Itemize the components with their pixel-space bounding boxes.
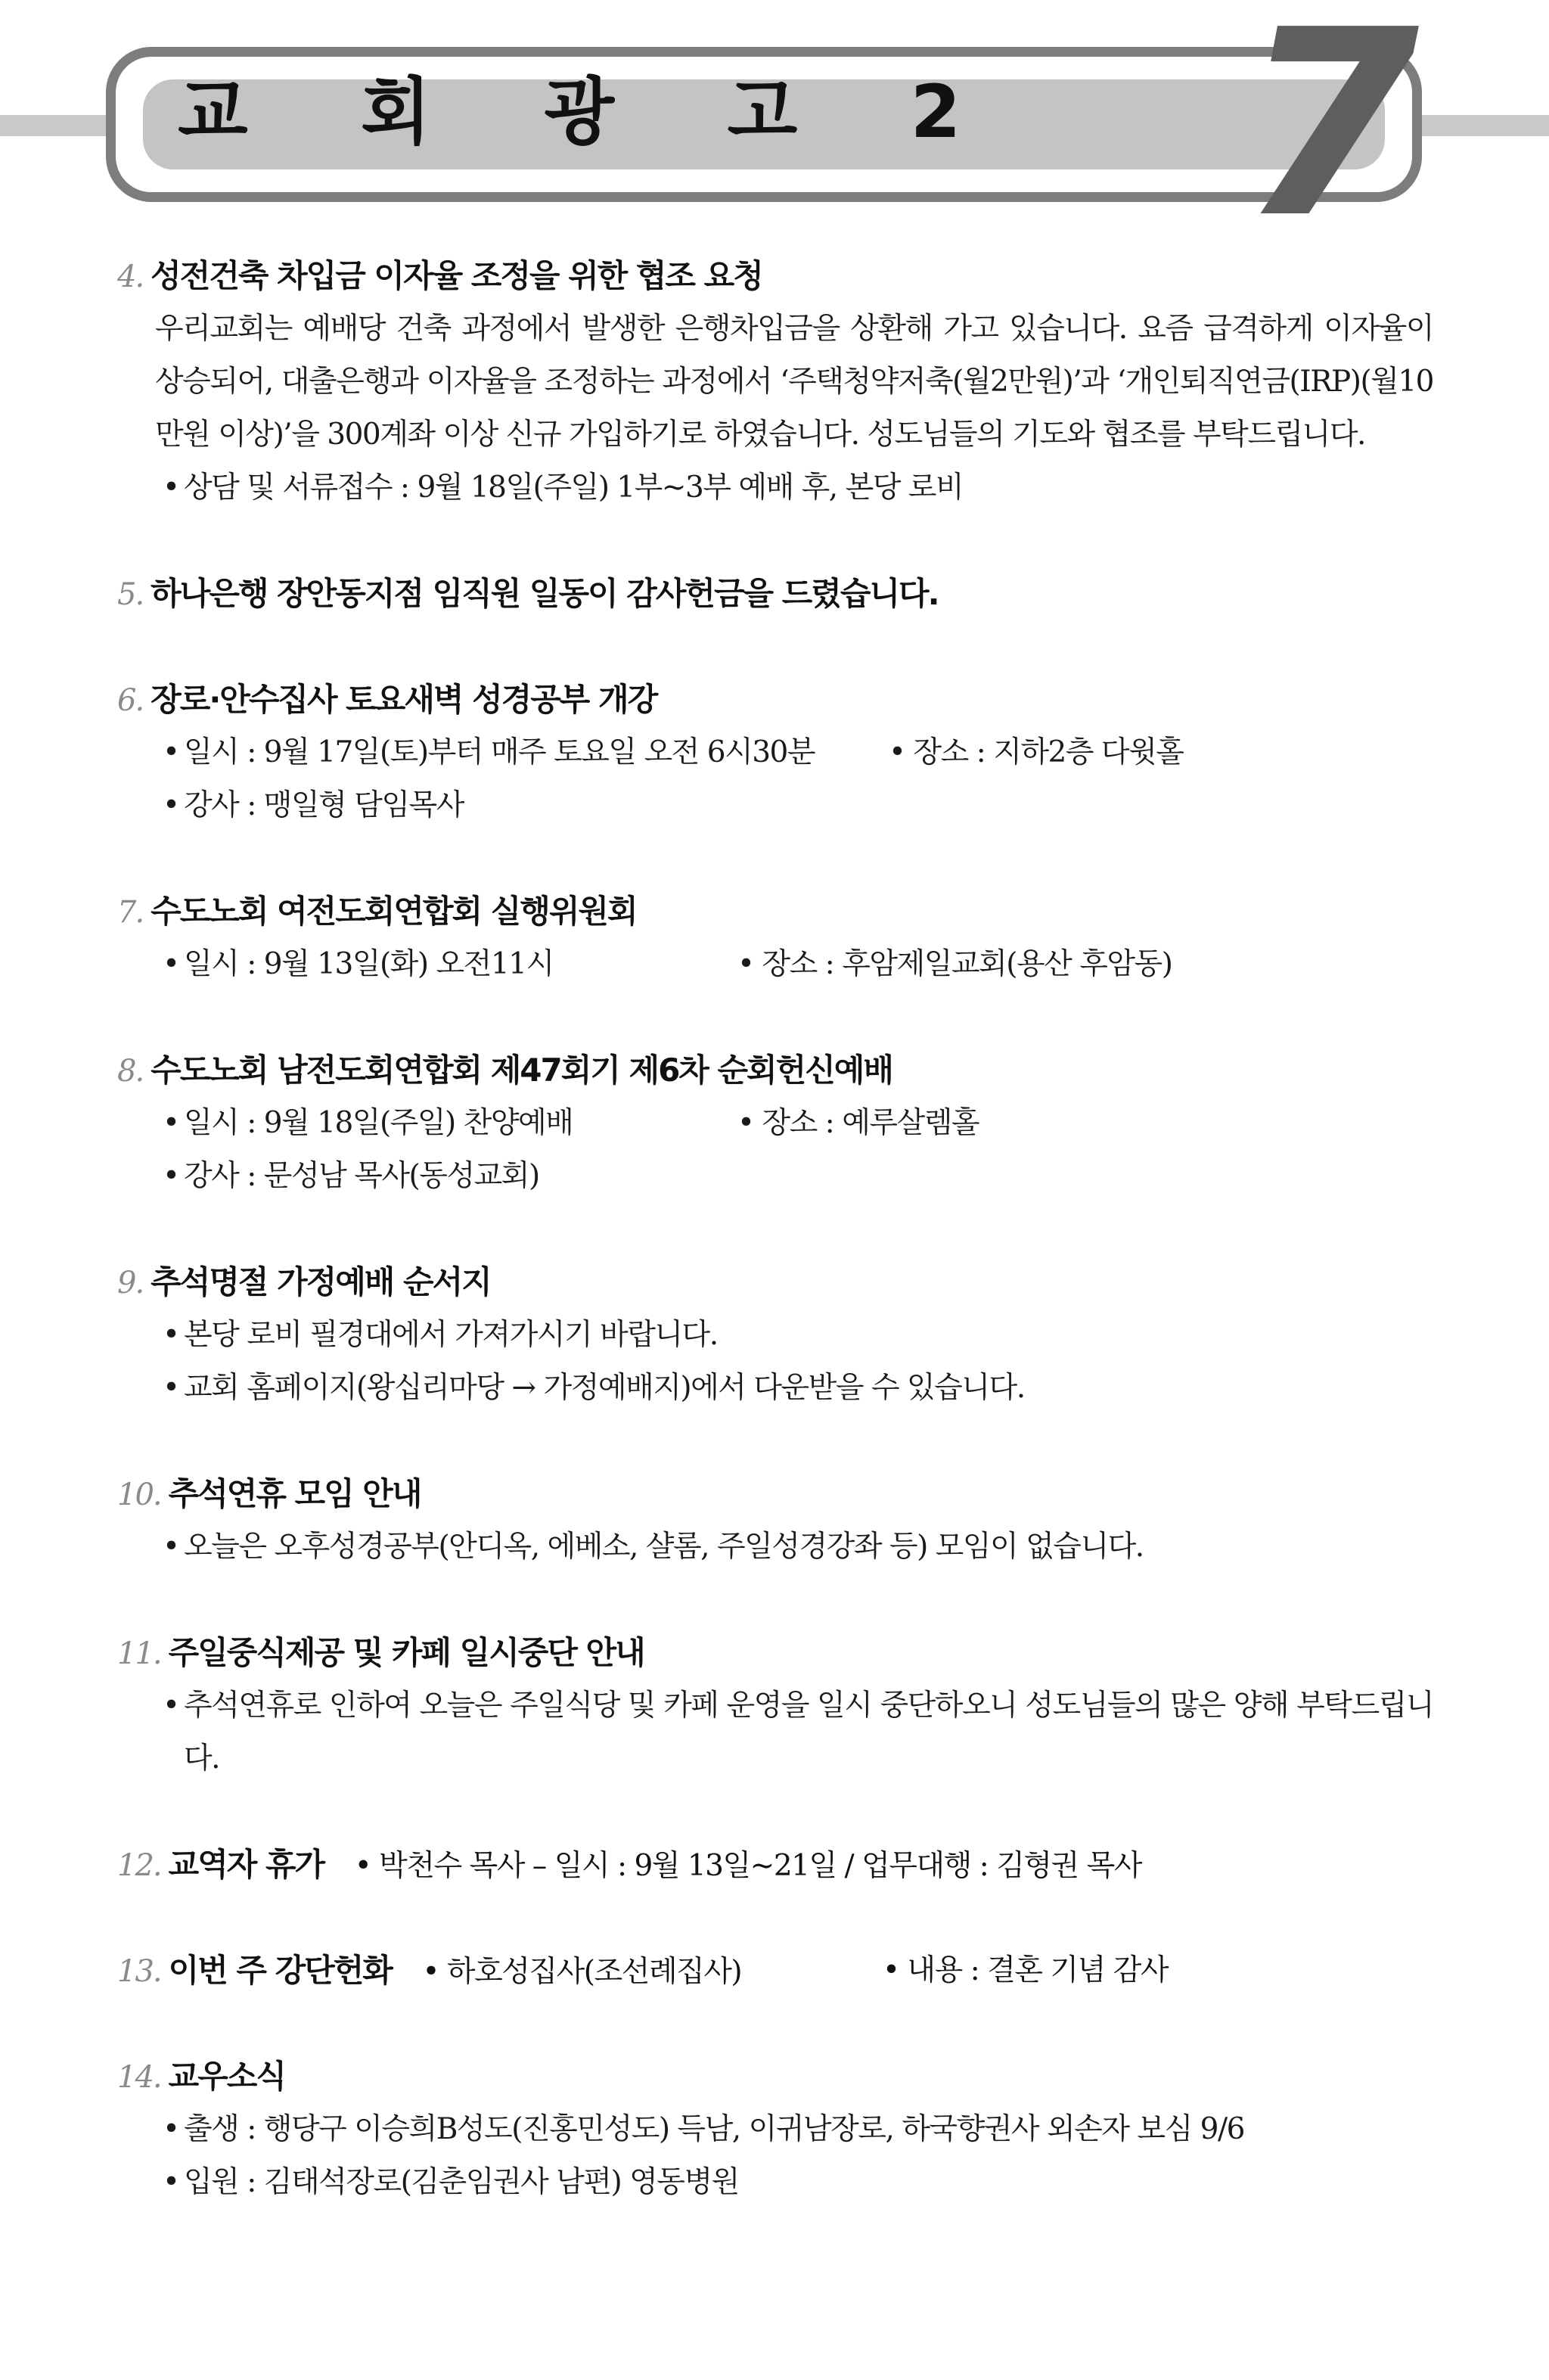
bullet-item: • 일시 : 9월 17일(토)부터 매주 토요일 오전 6시30분 • 장소 : 지하2층 다윗홀 — [117, 726, 1433, 779]
bullet-item-secondary: • 장소 : 지하2층 다윗홀 — [889, 735, 1184, 769]
announcement-title: 교역자 휴가 — [168, 1846, 324, 1883]
bullet-item: • 일시 : 9월 13일(화) 오전11시 • 장소 : 후암제일교회(용산 후암동) — [117, 938, 1433, 991]
bullet-item: • 일시 : 9월 18일(주일) 찬양예배 • 장소 : 예루살렘홀 — [117, 1097, 1433, 1150]
announcement-9 — [117, 1256, 1433, 1415]
inline-bullet-secondary: • 내용 : 결혼 기념 감사 — [883, 1953, 1169, 1987]
announcement-13 — [117, 1944, 1433, 1997]
bullet-item: • 추석연휴로 인하여 오늘은 주일식당 및 카페 운영을 일시 중단하오니 성도님들의 많은 양해 부탁드립니다. — [163, 1689, 1433, 1776]
announcement-heading — [117, 2050, 1433, 2103]
bullet-item: • 입원 : 김태석장로(김춘임권사 남편) 영동병원 — [163, 2165, 739, 2199]
announcement-list — [117, 250, 1433, 2209]
announcement-title: 장로·안수집사 토요새벽 성경공부 개강 — [151, 681, 657, 718]
bullet-item-secondary: • 장소 : 예루살렘홀 — [737, 1106, 979, 1140]
announcement-5 — [117, 567, 1433, 620]
announcement-title: 교우소식 — [168, 2058, 285, 2095]
announcement-title: 하나은행 장안동지점 임직원 일동이 감사헌금을 드렸습니다. — [151, 575, 939, 612]
announcement-number: 6. — [117, 683, 144, 718]
bullet-item: • 출생 : 행당구 이승희B성도(진홍민성도) 득남, 이귀남장로, 하국향권사 외손자 보심 9/6 — [163, 2112, 1244, 2146]
announcement-title: 추석연휴 모임 안내 — [168, 1475, 421, 1512]
announcement-heading — [117, 250, 1433, 303]
announcement-heading — [117, 1468, 1433, 1521]
bullet-item: • 교회 홈페이지(왕십리마당 → 가정예배지)에서 다운받을 수 있습니다. — [163, 1371, 1025, 1405]
announcement-number: 12. — [117, 1848, 161, 1883]
announcement-title: 수도노회 여전도회연합회 실행위원회 — [151, 893, 637, 930]
header-rule-right — [1422, 115, 1549, 136]
announcement-heading — [117, 1838, 1433, 1891]
announcement-title: 성전건축 차입금 이자율 조정을 위한 협조 요청 — [151, 257, 762, 294]
announcement-number: 9. — [117, 1266, 144, 1300]
announcement-6 — [117, 673, 1433, 832]
announcement-heading — [117, 1944, 1433, 1997]
announcement-heading — [117, 567, 1433, 620]
announcement-4 — [117, 250, 1433, 514]
announcement-14 — [117, 2050, 1433, 2209]
announcement-heading — [117, 1044, 1433, 1097]
announcement-number: 8. — [117, 1054, 144, 1089]
announcement-body: 우리교회는 예배당 건축 과정에서 발생한 은행차입금을 상환해 가고 있습니다. 요즘 급격하게 이자율이 상승되어, 대출은행과 이자율을 조정하는 과정에서 ‘주택청약저축(월2만원)’과 ‘개인퇴직연금(IRP)(월10만원 이상)’을 300계좌 이상 신규 가입하기로 하였습니다. 성도님들의 기도와 협조를 부탁드립니다. — [155, 312, 1433, 452]
page-number: 7 — [1240, 0, 1420, 275]
bullet-item: • 강사 : 맹일형 담임목사 — [163, 788, 464, 822]
announcement-title: 주일중식제공 및 카페 일시중단 안내 — [168, 1634, 644, 1671]
bullet-item: • 본당 로비 필경대에서 가져가시기 바랍니다. — [163, 1318, 718, 1352]
announcement-heading — [117, 673, 1433, 726]
inline-bullet: • 박천수 목사 – 일시 : 9월 13일~21일 / 업무대행 : 김형권 목사 — [354, 1849, 1141, 1883]
announcement-heading — [117, 1627, 1433, 1679]
announcement-heading — [117, 1256, 1433, 1309]
announcement-heading — [117, 885, 1433, 938]
announcement-number: 13. — [117, 1954, 161, 1989]
bullet-item: • 강사 : 문성남 목사(동성교회) — [163, 1159, 539, 1193]
announcement-number: 7. — [117, 895, 144, 930]
announcement-8 — [117, 1044, 1433, 1203]
announcement-title: 수도노회 남전도회연합회 제47회기 제6차 순회헌신예배 — [151, 1052, 892, 1089]
bullet-item: • 오늘은 오후성경공부(안디옥, 에베소, 샬롬, 주일성경강좌 등) 모임이 없습니다. — [163, 1530, 1144, 1564]
announcement-number: 11. — [117, 1636, 161, 1671]
announcement-number: 5. — [117, 577, 144, 612]
announcement-number: 10. — [117, 1477, 161, 1512]
header-rule-left — [0, 115, 113, 136]
announcement-number: 14. — [117, 2060, 161, 2095]
announcement-title: 추석명절 가정예배 순서지 — [151, 1263, 491, 1300]
inline-bullet: • 하호성집사(조선례집사) — [422, 1955, 742, 1989]
announcement-7 — [117, 885, 1433, 991]
announcement-12 — [117, 1838, 1433, 1891]
announcement-11 — [117, 1627, 1433, 1785]
bullet-item: • 상담 및 서류접수 : 9월 18일(주일) 1부~3부 예배 후, 본당 로비 — [163, 471, 964, 505]
announcement-number: 4. — [117, 259, 144, 294]
announcement-title: 이번 주 강단헌화 — [168, 1952, 392, 1989]
announcement-10 — [117, 1468, 1433, 1574]
page-title: 교 회 광 고 2 — [178, 70, 1005, 154]
bullet-item-secondary: • 장소 : 후암제일교회(용산 후암동) — [737, 947, 1172, 981]
